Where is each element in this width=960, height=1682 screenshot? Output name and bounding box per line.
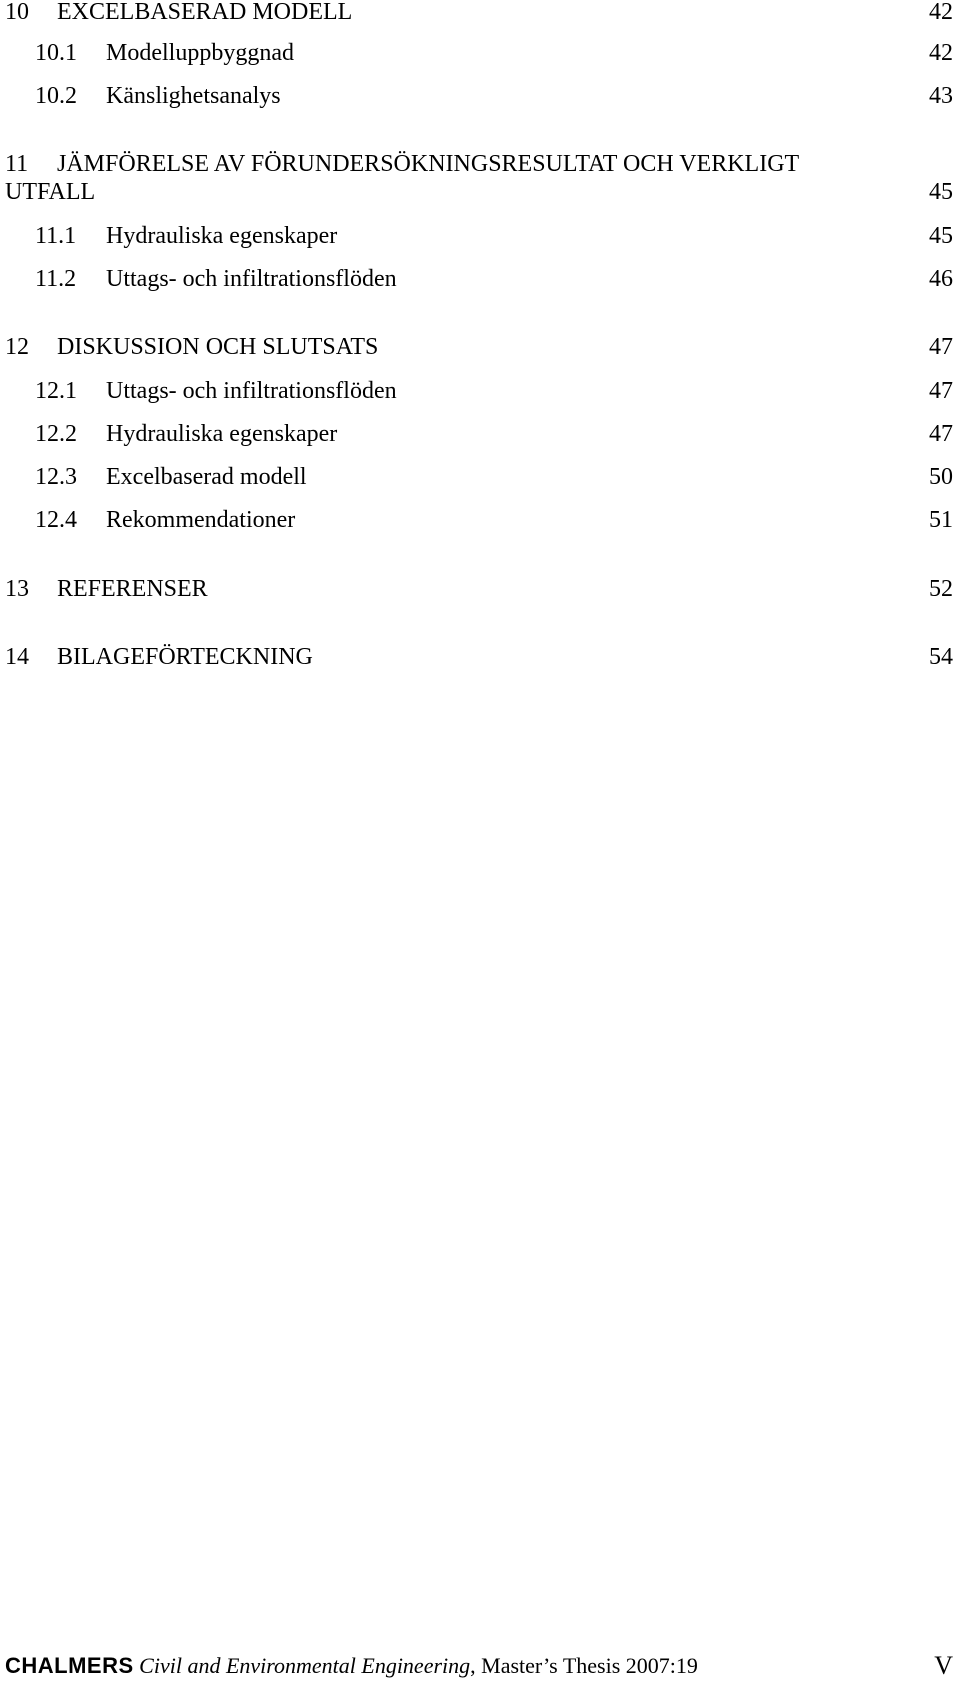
toc-entry-title: Uttags- och infiltrationsflöden xyxy=(106,266,397,292)
toc-entry-number: 10.2 xyxy=(35,83,77,109)
toc-entry-number: 12.3 xyxy=(35,464,77,490)
footer-department: Civil and Environmental Engineering xyxy=(139,1653,471,1678)
toc-entry-12-4 xyxy=(5,506,953,534)
toc-entry-number: 13 xyxy=(5,576,29,602)
toc-entry-title: REFERENSER xyxy=(57,576,208,602)
toc-entry-number: 14 xyxy=(5,644,29,670)
toc-entry-title: Excelbaserad modell xyxy=(106,464,307,490)
toc-entry-page: 47 xyxy=(929,378,953,404)
toc-entry-11-2 xyxy=(5,265,953,293)
toc-entry-number: 11 xyxy=(5,151,29,177)
toc-entry-number: 11.1 xyxy=(35,223,77,249)
toc-entry-page: 54 xyxy=(929,644,953,670)
toc-entry-page: 52 xyxy=(929,576,953,602)
toc-entry-page: 50 xyxy=(929,464,953,490)
toc-entry-page: 45 xyxy=(929,179,953,205)
toc-entry-11-continuation xyxy=(5,178,953,206)
toc-entry-title: Hydrauliska egenskaper xyxy=(106,223,338,249)
toc-entry-title: DISKUSSION OCH SLUTSATS xyxy=(57,334,379,360)
toc-entry-number: 10.1 xyxy=(35,40,77,66)
toc-entry-10-1 xyxy=(5,39,953,67)
footer-series: , Master’s Thesis 2007:19 xyxy=(470,1653,698,1678)
toc-entry-14 xyxy=(5,643,953,671)
footer-page-number: V xyxy=(934,1651,953,1680)
toc-entry-page: 46 xyxy=(929,266,953,292)
toc-entry-11-1 xyxy=(5,222,953,250)
toc-entry-page: 42 xyxy=(929,0,953,25)
toc-entry-page: 47 xyxy=(929,334,953,360)
toc-entry-page: 43 xyxy=(929,83,953,109)
toc-entry-title: EXCELBASERAD MODELL xyxy=(57,0,353,25)
toc-entry-page: 51 xyxy=(929,507,953,533)
toc-entry-page: 42 xyxy=(929,40,953,66)
toc-entry-title: Uttags- och infiltrationsflöden xyxy=(106,378,397,404)
toc-entry-number: 12.2 xyxy=(35,421,77,447)
toc-entry-title: Modelluppbyggnad xyxy=(106,40,294,66)
toc-entry-11 xyxy=(5,150,953,178)
toc-entry-title: BILAGEFÖRTECKNING xyxy=(57,644,313,670)
footer-brand: CHALMERS xyxy=(5,1653,134,1678)
toc-entry-12-2 xyxy=(5,420,953,448)
toc-entry-10-2 xyxy=(5,82,953,110)
toc-entry-number: 12.4 xyxy=(35,507,77,533)
toc-entry-page: 47 xyxy=(929,421,953,447)
toc-entry-number: 10 xyxy=(5,0,29,25)
toc-entry-title: Hydrauliska egenskaper xyxy=(106,421,338,447)
toc-entry-title-continuation: UTFALL xyxy=(5,179,96,205)
toc-entry-number: 12.1 xyxy=(35,378,77,404)
toc-entry-13 xyxy=(5,575,953,603)
toc-entry-title: JÄMFÖRELSE AV FÖRUNDERSÖKNINGSRESULTAT OCH VERKLIGT xyxy=(57,151,800,177)
toc-entry-12-3 xyxy=(5,463,953,491)
toc-entry-12 xyxy=(5,333,953,361)
toc-entry-title: Känslighetsanalys xyxy=(106,83,281,109)
toc-entry-title: Rekommendationer xyxy=(106,507,296,533)
page-footer xyxy=(5,1651,953,1681)
toc-entry-12-1 xyxy=(5,377,953,405)
toc-entry-number: 11.2 xyxy=(35,266,77,292)
toc-entry-10 xyxy=(5,0,953,26)
toc-entry-number: 12 xyxy=(5,334,29,360)
toc-entry-page: 45 xyxy=(929,223,953,249)
